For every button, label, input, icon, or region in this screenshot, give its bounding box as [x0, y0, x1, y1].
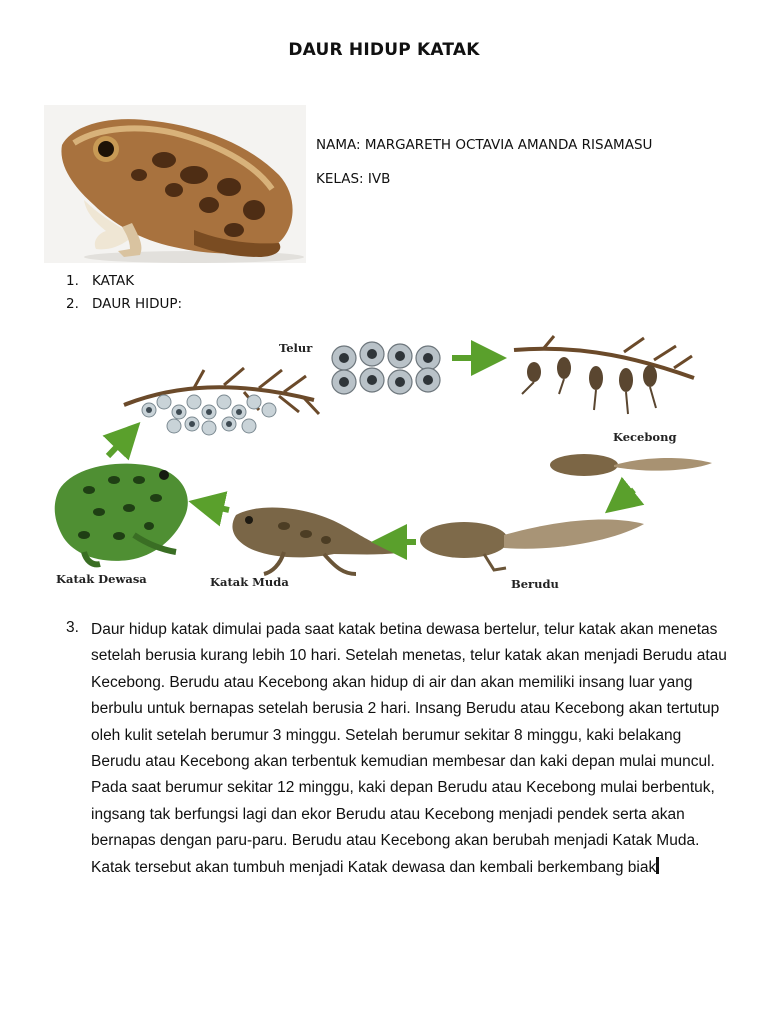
- list-number: 1.: [66, 273, 79, 289]
- label-katak-muda: Katak Muda: [210, 575, 289, 589]
- list-item: [66, 273, 135, 289]
- arrow-down: [619, 490, 634, 502]
- list-text: DAUR HIDUP:: [92, 296, 183, 312]
- egg-cluster-plant: [124, 368, 319, 435]
- life-cycle-diagram: [44, 330, 734, 595]
- young-frog: [232, 507, 404, 574]
- frog-photo: [44, 105, 306, 263]
- text-cursor: [656, 857, 659, 874]
- list-item: [66, 296, 183, 312]
- description-paragraph: [91, 617, 731, 881]
- arrow-up: [108, 435, 128, 456]
- tadpoles-on-plant: [514, 336, 694, 414]
- paragraph-text: Daur hidup katak dimulai pada saat katak betina dewasa bertelur, telur katak akan menetas setelah berusia kurang lebih 10 hari. Setelah menetas, telur katak akan menjadi Berudu atau Kecebong. Berudu atau Kecebong akan hidup di air dan akan memiliki insang luar yang berbulu untuk bernapas setelah berusia 2 hari. Insang Berudu atau Kecebong akan tertutup oleh kulit setelah berumur 3 minggu. Setelah berumur sekitar 8 minggu, kaki belakang Berudu atau Kecebong akan terbentuk kemudian membesar dan kaki depan mulai muncul. Pada saat berumur sekitar 12 minggu, kaki depan Berudu atau Kecebong mulai berbentuk, ingsang tak berfungsi lagi dan ekor Berudu atau Kecebong menjadi pendek serta akan bernapas dengan paru-paru. Berudu atau Kecebong akan berubah menjadi Katak Muda. Katak tersebut akan tumbuh menjadi Katak dewasa dan kembali berkembang biak: [91, 621, 727, 876]
- student-class: KELAS: IVB: [316, 171, 391, 187]
- label-berudu: Berudu: [511, 577, 559, 591]
- tadpole-with-legs: [420, 519, 644, 570]
- document-title: DAUR HIDUP KATAK: [288, 40, 480, 60]
- list-number: 2.: [66, 296, 79, 312]
- list-text: KATAK: [92, 273, 135, 289]
- label-katak-dewasa: Katak Dewasa: [56, 572, 147, 586]
- student-name: NAMA: MARGARETH OCTAVIA AMANDA RISAMASU: [316, 137, 653, 153]
- tadpole: [550, 454, 712, 476]
- label-telur: Telur: [279, 341, 313, 355]
- label-kecebong: Kecebong: [613, 430, 677, 444]
- egg-mass: [332, 342, 440, 394]
- list-number: 3.: [66, 619, 79, 636]
- arrow-left-2: [206, 505, 229, 510]
- adult-frog: [55, 464, 188, 565]
